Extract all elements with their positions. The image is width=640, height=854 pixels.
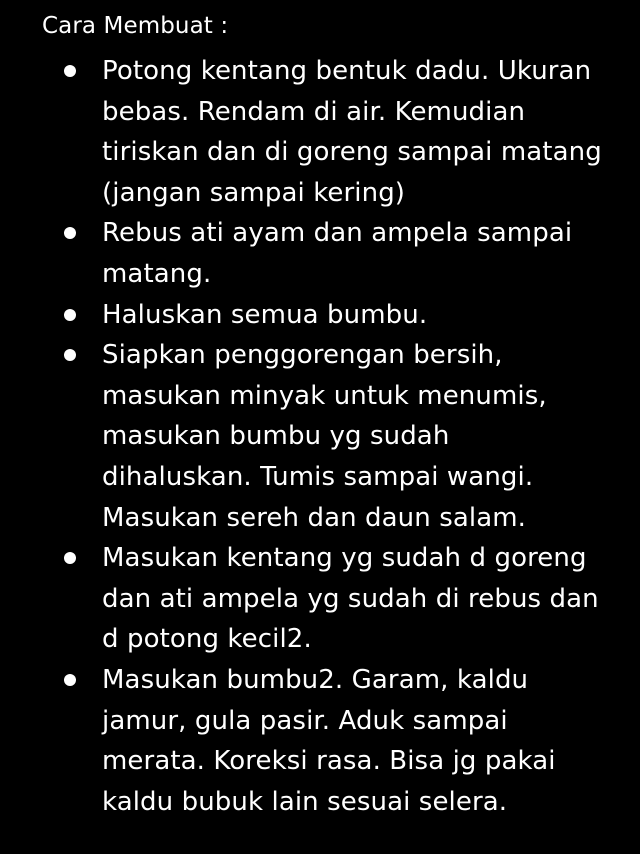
- step-text-line: Masukan kentang yg sudah d goreng: [102, 543, 587, 574]
- step-text-line: merata. Koreksi rasa. Bisa jg pakai: [102, 746, 556, 777]
- step-item: [0, 295, 640, 336]
- step-text-line: masukan bumbu yg sudah: [102, 421, 450, 452]
- step-item: [0, 213, 640, 294]
- step-item: [0, 51, 640, 213]
- step-text-line: (jangan sampai kering): [102, 177, 406, 208]
- step-text-line: matang.: [102, 258, 212, 289]
- step-item: [0, 335, 640, 538]
- step-text-line: Masukan sereh dan daun salam.: [102, 502, 527, 533]
- step-item: [0, 660, 640, 822]
- bullet-icon: [64, 552, 76, 564]
- bullet-icon: [64, 349, 76, 361]
- step-text-line: dan ati ampela yg sudah di rebus dan: [102, 583, 599, 614]
- bullet-icon: [64, 227, 76, 239]
- step-text-line: tiriskan dan di goreng sampai matang: [102, 137, 602, 168]
- bullet-icon: [64, 309, 76, 321]
- step-text-line: jamur, gula pasir. Aduk sampai: [102, 705, 508, 736]
- step-text-line: Potong kentang bentuk dadu. Ukuran: [102, 56, 592, 86]
- bullet-icon: [64, 674, 76, 686]
- step-item: [0, 538, 640, 660]
- section-heading: Cara Membuat :: [42, 13, 229, 39]
- step-text-line: dihaluskan. Tumis sampai wangi.: [102, 461, 534, 492]
- steps-list: [0, 51, 640, 822]
- step-text-line: Rebus ati ayam dan ampela sampai: [102, 218, 573, 249]
- step-text-line: d potong kecil2.: [102, 624, 312, 655]
- step-text-line: Siapkan penggorengan bersih,: [102, 340, 503, 371]
- step-text-line: Haluskan semua bumbu.: [102, 299, 428, 330]
- bullet-icon: [64, 65, 76, 77]
- step-text-line: kaldu bubuk lain sesuai selera.: [102, 786, 508, 817]
- step-text-line: bebas. Rendam di air. Kemudian: [102, 96, 526, 127]
- step-text-line: Masukan bumbu2. Garam, kaldu: [102, 664, 529, 695]
- step-text-line: masukan minyak untuk menumis,: [102, 380, 547, 411]
